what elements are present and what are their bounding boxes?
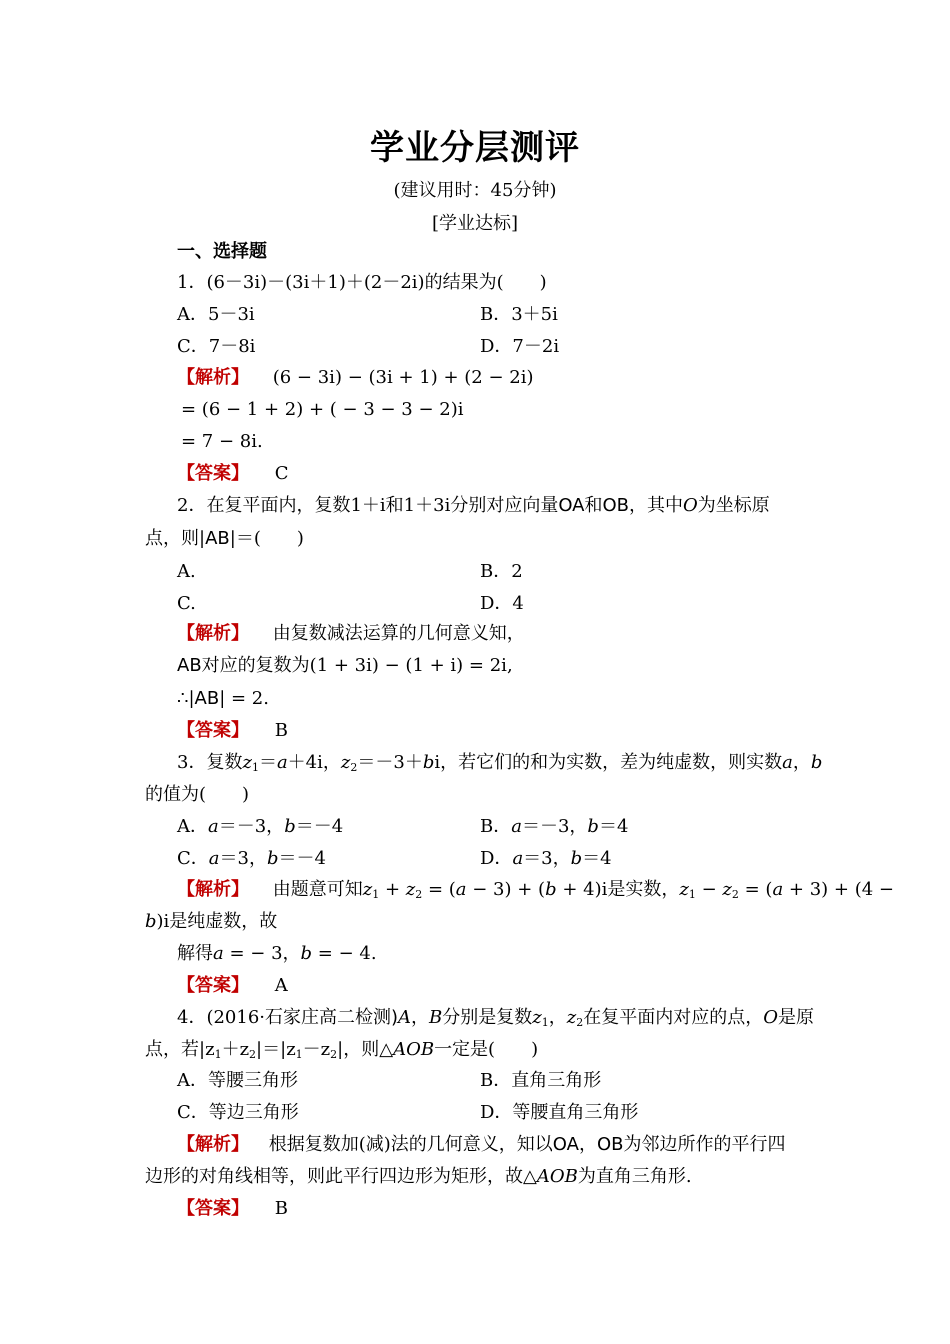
q4-option-c: C．等边三角形: [177, 1102, 299, 1123]
q4-source: 石家庄高二检测): [265, 1007, 399, 1028]
q2-solution-line-3: ∴|AB| = 2.: [177, 688, 269, 709]
q2-stem-line-1: 2．在复平面内，复数1＋i和1＋3i分别对应向量OA和OB，其中O为坐标原: [177, 495, 770, 516]
q3-option-d: D．a＝3，b＝4: [480, 848, 612, 869]
q3-option-a: A．a＝－3，b＝－4: [177, 816, 344, 837]
q3-jiexi-label: 【解析】: [177, 879, 249, 900]
vector-ab: AB: [205, 528, 230, 549]
q3-answer-label: 【答案】: [177, 975, 249, 996]
q1-stem: 1．(6－3i)－(3i＋1)＋(2－2i)的结果为( ): [177, 272, 547, 293]
q4-option-d: D．等腰直角三角形: [480, 1102, 639, 1123]
q1-option-c: C．7－8i: [177, 336, 256, 357]
q3-stem-line-2: 的值为( ): [145, 784, 250, 805]
q4-solution-line-1: 【解析】 根据复数加(减)法的几何意义，知以OA，OB为邻边所作的平行四: [177, 1134, 786, 1155]
q3-solution-line-2: b)i是纯虚数，故: [145, 911, 278, 932]
q1-solution-line-3: = 7 − 8i.: [181, 431, 263, 452]
q1-option-d: D．7－2i: [480, 336, 560, 357]
section-heading: 一、选择题: [177, 241, 267, 262]
q1-answer-label: 【答案】: [177, 463, 249, 484]
q4-option-a: A．等腰三角形: [177, 1070, 298, 1091]
q3-answer: 【答案】 A: [177, 975, 288, 996]
q1-jiexi-label: 【解析】: [177, 367, 249, 388]
q1-option-b: B．3＋5i: [480, 304, 558, 325]
q4-answer-label: 【答案】: [177, 1198, 249, 1219]
page-title: 学业分层测评: [370, 128, 580, 168]
q4-solution-line-2: 边形的对角线相等，则此平行四边形为矩形，故△AOB为直角三角形.: [145, 1166, 692, 1187]
q2-jiexi-label: 【解析】: [177, 623, 249, 644]
q4-stem-line-1: 4．(2016·石家庄高二检测)A，B分别是复数$z_1$，$z_2$在复平面内对应的点，O是原: [177, 1007, 815, 1029]
q4-option-b: B．直角三角形: [480, 1070, 602, 1091]
q3-solution-line-3: 解得a = − 3，b = − 4.: [177, 943, 377, 964]
q3-stem-line-1: 3．复数$z_1=a+4i$，$z_2=-3+bi$，若它们的和为实数，差为纯虚数，则实数a，b: [177, 752, 823, 774]
q2-option-a: A.: [177, 561, 196, 582]
q4-answer: 【答案】 B: [177, 1198, 288, 1219]
q2-solution-line-2: AB对应的复数为(1 + 3i) − (1 + i) = 2i,: [177, 655, 513, 676]
q3-option-c: C．a＝3，b＝－4: [177, 848, 326, 869]
q3-solution-line-1: 【解析】 由题意可知$z_1 + z_2 = (a - 3) + (b + 4)i$是实数，$z_1 - z_2 = (a + 3) + (4$ −: [177, 879, 894, 901]
q2-solution-line-1: 【解析】 由复数减法运算的几何意义知，: [177, 623, 525, 644]
vector-oa: OA: [558, 495, 585, 516]
level-heading: [学业达标]: [431, 213, 519, 234]
q1-answer: 【答案】 C: [177, 463, 289, 484]
q4-jiexi-label: 【解析】: [177, 1134, 249, 1155]
q2-answer-label: 【答案】: [177, 720, 249, 741]
q2-option-b: B．2: [480, 561, 523, 582]
q1-solution-line-1: 【解析】 (6 − 3i) − (3i + 1) + (2 − 2i): [177, 367, 534, 388]
q2-option-c: C.: [177, 593, 196, 614]
q2-answer: 【答案】 B: [177, 720, 288, 741]
q1-option-a: A．5－3i: [177, 304, 255, 325]
q1-solution-line-2: = (6 − 1 + 2) + ( − 3 − 3 − 2)i: [181, 399, 464, 420]
vector-ob: OB: [602, 495, 630, 516]
q2-stem-line-2: 点，则|AB|＝( ): [145, 528, 304, 549]
q4-stem-line-2: 点，若$|z_1+z_2|=|z_1-z_2|$，则△AOB一定是( ): [145, 1039, 539, 1061]
q3-option-b: B．a＝－3，b＝4: [480, 816, 629, 837]
time-note: (建议用时：45分钟): [393, 180, 557, 201]
q2-option-d: D．4: [480, 593, 524, 614]
